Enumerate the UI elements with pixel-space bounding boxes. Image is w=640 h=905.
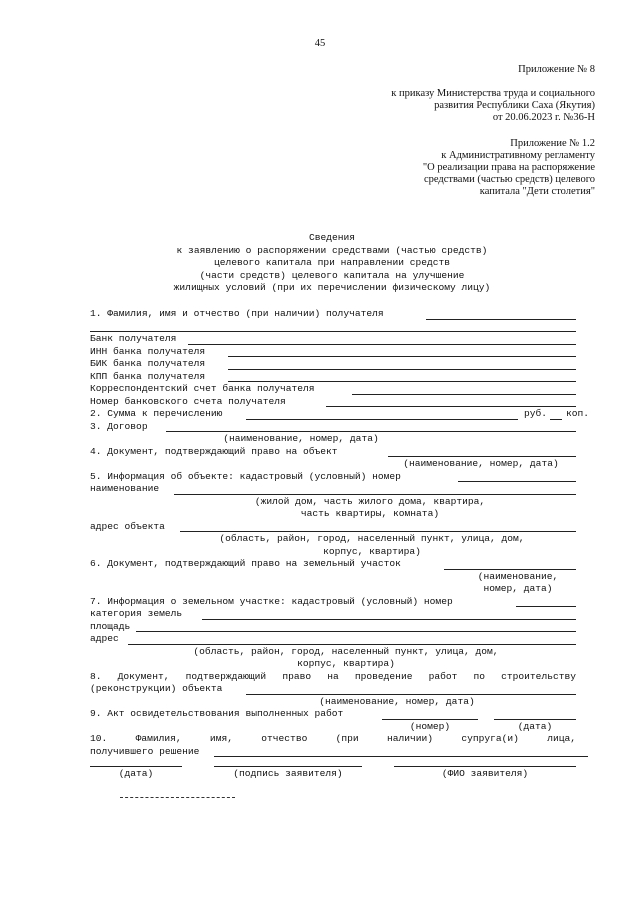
- form-row: [90, 558, 576, 571]
- works-act-number-hint: (номер): [409, 720, 451, 732]
- order-line: к приказу Министерства труда и социального: [391, 88, 595, 99]
- title-line: (части средств) целевого капитала на улучшение: [199, 269, 465, 281]
- form-row: [90, 533, 576, 546]
- land-address-hint: (область, район, город, населенный пункт, улица, дом,: [193, 645, 499, 657]
- inn-label: ИНН банка получателя: [90, 345, 206, 357]
- title-line: к заявлению о распоряжении средствами (частью средств): [176, 244, 488, 256]
- reglament-line: средствами (частью средств) целевого: [423, 174, 595, 185]
- ownership-doc-label: 4. Документ, подтверждающий право на объект: [90, 445, 338, 457]
- form-row: [90, 458, 576, 471]
- object-name-hint: часть квартиры, комната): [300, 508, 440, 519]
- form-row: [90, 646, 576, 659]
- form-row: [90, 521, 576, 534]
- recipient-name-label: 1. Фамилия, имя и отчество (при наличии) получателя: [90, 308, 384, 319]
- date-signature-line[interactable]: [90, 766, 182, 767]
- form-row: [90, 708, 576, 721]
- kpp-label: КПП банка получателя: [90, 370, 206, 382]
- amount-label: 2. Сумма к перечислению: [90, 408, 223, 419]
- contract-label: 3. Договор: [90, 420, 148, 432]
- form-row: [90, 633, 576, 646]
- title-line: жилищных условий (при их перечислении физическому лицу): [173, 282, 491, 294]
- corr-account-label: Корреспондентский счет банка получателя: [90, 383, 315, 394]
- object-address-label: адрес объекта: [90, 520, 165, 532]
- signature-caption: (подпись заявителя): [233, 768, 343, 779]
- recipient-name-field[interactable]: [426, 319, 576, 320]
- form-row: [90, 358, 576, 371]
- object-address-field[interactable]: [180, 531, 576, 532]
- corr-account-field[interactable]: [352, 394, 576, 395]
- object-name-label: наименование: [90, 483, 160, 494]
- form-row: [90, 546, 576, 559]
- title-line: целевого капитала при направлении средств: [213, 257, 451, 269]
- applicant-fio-line[interactable]: [394, 766, 576, 767]
- appendix-label: Приложение № 8: [518, 64, 595, 75]
- construction-doc-hint: (наименование, номер, дата): [319, 695, 475, 707]
- land-area-label: площадь: [90, 620, 131, 632]
- bik-field[interactable]: [228, 369, 576, 370]
- title-line: Сведения: [308, 232, 356, 243]
- order-header: [315, 64, 595, 124]
- spouse-decision-label: получившего решение: [90, 745, 200, 757]
- land-address-hint: корпус, квартира): [297, 658, 395, 669]
- footnote-separator: [120, 797, 235, 798]
- kpp-field[interactable]: [228, 381, 576, 382]
- recipient-name-field-cont[interactable]: [90, 331, 576, 332]
- land-category-label: категория земель: [90, 608, 183, 619]
- bik-label: БИК банка получателя: [90, 358, 206, 369]
- form-row: [90, 321, 576, 334]
- land-area-field[interactable]: [136, 631, 576, 632]
- form-row: [90, 396, 576, 409]
- form-row: [90, 496, 576, 509]
- info-form: [90, 308, 590, 758]
- form-row: [90, 308, 576, 321]
- land-doc-hint: (наименование,: [477, 570, 559, 582]
- works-act-number-field[interactable]: [382, 719, 478, 720]
- form-row: [90, 671, 576, 684]
- order-date: от 20.06.2023 г. №36-Н: [492, 112, 595, 123]
- form-row: [90, 683, 576, 696]
- page-number: 45: [314, 38, 326, 49]
- form-row: [90, 596, 576, 609]
- form-row: [90, 583, 576, 596]
- ownership-doc-hint: (наименование, номер, дата): [403, 458, 559, 469]
- land-doc-field[interactable]: [444, 569, 576, 570]
- land-cadastral-label: 7. Информация о земельном участке: кадастровый (условный) номер: [90, 595, 453, 607]
- reglament-line: "О реализации права на распоряжение: [422, 162, 595, 173]
- construction-doc-label: 8. Документ, подтверждающий право на проведение работ по строительству: [90, 670, 576, 682]
- bank-account-label: Номер банковского счета получателя: [90, 395, 286, 407]
- land-category-field[interactable]: [202, 619, 576, 620]
- works-act-label: 9. Акт освидетельствования выполненных работ: [90, 708, 344, 719]
- rub-label: руб.: [524, 408, 548, 419]
- works-act-date-field[interactable]: [494, 719, 576, 720]
- reglament-header: [315, 138, 595, 198]
- amount-kop-field[interactable]: [550, 419, 562, 420]
- object-address-hint: корпус, квартира): [323, 545, 421, 557]
- kop-label: коп.: [566, 408, 590, 419]
- object-cadastral-field[interactable]: [458, 481, 576, 482]
- form-row: [90, 746, 576, 759]
- land-cadastral-field[interactable]: [516, 606, 576, 607]
- object-address-hint: (область, район, город, населенный пункт, улица, дом,: [219, 533, 525, 544]
- bank-field[interactable]: [188, 344, 576, 345]
- date-caption: (дата): [118, 768, 154, 779]
- object-name-hint: (жилой дом, часть жилого дома, квартира,: [254, 495, 486, 507]
- order-line: развития Республики Саха (Якутия): [434, 100, 595, 111]
- form-row: [90, 371, 576, 384]
- reglament-line: к Административному регламенту: [441, 150, 595, 161]
- amount-rub-field[interactable]: [246, 419, 518, 420]
- object-name-field[interactable]: [174, 494, 576, 495]
- form-row: [90, 421, 576, 434]
- land-doc-hint: номер, дата): [483, 583, 553, 594]
- form-row: [90, 408, 590, 421]
- form-row: [90, 483, 576, 496]
- form-row: [90, 658, 576, 671]
- contract-field[interactable]: [166, 431, 576, 432]
- form-row: [90, 621, 576, 634]
- form-row: [90, 733, 576, 746]
- fio-caption: (ФИО заявителя): [441, 768, 529, 779]
- bank-label: Банк получателя: [90, 333, 177, 344]
- spouse-name-field[interactable]: [214, 756, 588, 757]
- form-row: [90, 571, 576, 584]
- land-doc-label: 6. Документ, подтверждающий право на земельный участок: [90, 558, 401, 569]
- inn-field[interactable]: [228, 356, 576, 357]
- form-row: [90, 433, 576, 446]
- form-row: [90, 333, 576, 346]
- construction-doc-field[interactable]: [246, 694, 576, 695]
- document-title: [90, 232, 574, 295]
- land-address-label: адрес: [90, 633, 119, 644]
- land-address-field[interactable]: [128, 644, 576, 645]
- form-row: [90, 446, 576, 459]
- form-row: [90, 346, 576, 359]
- construction-object-label: (реконструкции) объекта: [90, 683, 223, 694]
- form-row: [90, 721, 576, 734]
- works-act-date-hint: (дата): [517, 720, 553, 732]
- reglament-line: капитала "Дети столетия": [479, 186, 595, 197]
- spouse-name-label: 10. Фамилия, имя, отчество (при наличии) супруга(и) лица,: [90, 733, 576, 744]
- form-row: [90, 471, 576, 484]
- object-cadastral-label: 5. Информация об объекте: кадастровый (условный) номер: [90, 470, 401, 482]
- ownership-doc-field[interactable]: [388, 456, 576, 457]
- form-row: [90, 696, 576, 709]
- applicant-signature-line[interactable]: [214, 766, 362, 767]
- form-row: [90, 508, 576, 521]
- appendix-label: Приложение № 1.2: [510, 138, 595, 149]
- form-row: [90, 608, 576, 621]
- contract-hint: (наименование, номер, дата): [223, 433, 379, 444]
- form-row: [90, 383, 576, 396]
- bank-account-field[interactable]: [326, 406, 576, 407]
